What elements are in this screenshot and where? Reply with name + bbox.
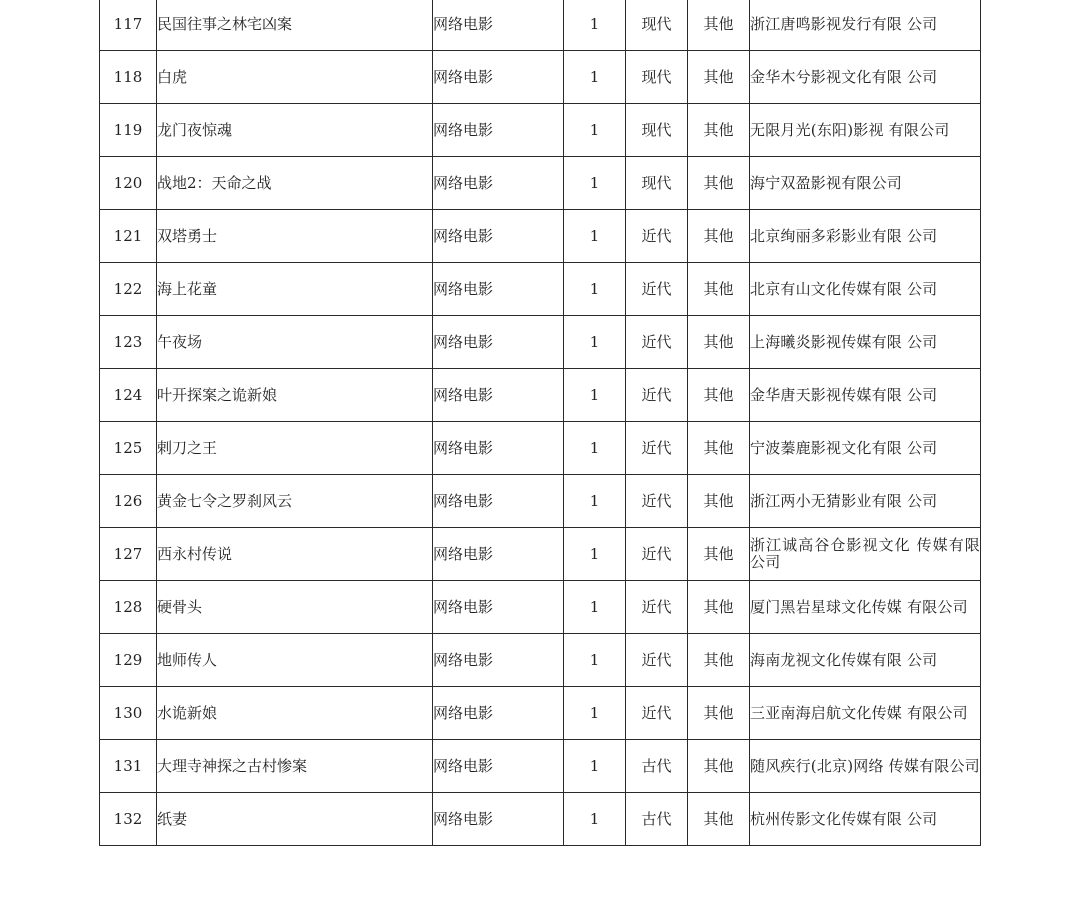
row-number-cell	[100, 581, 157, 634]
genre-text: 其他	[703, 703, 734, 722]
row-number-text: 121	[113, 226, 143, 245]
row-number-text: 117	[113, 14, 143, 33]
row-number-text: 123	[113, 332, 143, 351]
count-text: 1	[589, 332, 600, 351]
table-row	[100, 104, 981, 157]
era-text: 近代	[641, 703, 672, 722]
title-cell	[157, 740, 433, 793]
row-number-cell	[100, 316, 157, 369]
company-text: 厦门黑岩星球文化传媒 有限公司	[750, 597, 968, 616]
title-text: 民国往事之林宅凶案	[157, 14, 293, 33]
title-text: 硬骨头	[157, 597, 203, 616]
type-cell	[433, 634, 564, 687]
row-number-cell	[100, 634, 157, 687]
count-text: 1	[589, 385, 600, 404]
type-cell	[433, 687, 564, 740]
table-row	[100, 210, 981, 263]
title-cell	[157, 263, 433, 316]
title-cell	[157, 634, 433, 687]
era-cell	[626, 104, 688, 157]
count-text: 1	[589, 67, 600, 86]
company-cell	[750, 51, 981, 104]
type-cell	[433, 475, 564, 528]
type-text: 网络电影	[433, 67, 494, 86]
company-cell	[750, 104, 981, 157]
count-cell	[564, 475, 626, 528]
type-cell	[433, 793, 564, 846]
type-text: 网络电影	[433, 491, 494, 510]
company-cell	[750, 157, 981, 210]
era-cell	[626, 687, 688, 740]
type-text: 网络电影	[433, 438, 494, 457]
row-number-cell	[100, 104, 157, 157]
genre-cell	[688, 581, 750, 634]
company-cell	[750, 634, 981, 687]
genre-text: 其他	[703, 809, 734, 828]
era-text: 近代	[641, 491, 672, 510]
company-text: 浙江唐鸣影视发行有限 公司	[750, 14, 938, 33]
table-row	[100, 687, 981, 740]
company-text: 随风疾行(北京)网络 传媒有限公司	[750, 756, 980, 775]
company-cell	[750, 581, 981, 634]
count-text: 1	[589, 809, 600, 828]
company-text: 金华唐天影视传媒有限 公司	[750, 385, 938, 404]
type-cell	[433, 740, 564, 793]
table-row	[100, 157, 981, 210]
title-cell	[157, 0, 433, 51]
company-text: 三亚南海启航文化传媒 有限公司	[750, 703, 968, 722]
row-number-cell	[100, 740, 157, 793]
count-text: 1	[589, 226, 600, 245]
type-cell	[433, 528, 564, 581]
type-text: 网络电影	[433, 279, 494, 298]
table-row	[100, 51, 981, 104]
count-text: 1	[589, 14, 600, 33]
genre-text: 其他	[703, 756, 734, 775]
table-row	[100, 581, 981, 634]
company-text: 金华木兮影视文化有限 公司	[750, 67, 938, 86]
count-cell	[564, 793, 626, 846]
title-cell	[157, 369, 433, 422]
era-cell	[626, 422, 688, 475]
type-cell	[433, 369, 564, 422]
company-cell	[750, 210, 981, 263]
type-text: 网络电影	[433, 809, 494, 828]
company-text: 海南龙视文化传媒有限 公司	[750, 650, 938, 669]
genre-cell	[688, 104, 750, 157]
genre-text: 其他	[703, 597, 734, 616]
company-cell	[750, 740, 981, 793]
era-cell	[626, 316, 688, 369]
row-number-cell	[100, 0, 157, 51]
company-cell	[750, 369, 981, 422]
company-cell	[750, 793, 981, 846]
count-cell	[564, 104, 626, 157]
row-number-cell	[100, 528, 157, 581]
company-cell	[750, 475, 981, 528]
genre-cell	[688, 740, 750, 793]
row-number-text: 125	[113, 438, 143, 457]
era-cell	[626, 369, 688, 422]
era-text: 古代	[641, 809, 672, 828]
count-text: 1	[589, 279, 600, 298]
era-cell	[626, 581, 688, 634]
title-text: 西永村传说	[157, 544, 233, 563]
era-cell	[626, 157, 688, 210]
title-text: 战地2：天命之战	[157, 173, 272, 192]
count-text: 1	[589, 173, 600, 192]
title-cell	[157, 581, 433, 634]
row-number-cell	[100, 475, 157, 528]
genre-text: 其他	[703, 67, 734, 86]
count-text: 1	[589, 597, 600, 616]
row-number-cell	[100, 793, 157, 846]
era-cell	[626, 634, 688, 687]
genre-cell	[688, 157, 750, 210]
type-cell	[433, 316, 564, 369]
type-cell	[433, 0, 564, 51]
row-number-cell	[100, 263, 157, 316]
table-row	[100, 316, 981, 369]
count-cell	[564, 687, 626, 740]
table-row	[100, 528, 981, 581]
company-text: 北京有山文化传媒有限 公司	[750, 279, 938, 298]
count-cell	[564, 316, 626, 369]
era-text: 近代	[641, 226, 672, 245]
era-text: 近代	[641, 332, 672, 351]
table-row	[100, 793, 981, 846]
title-cell	[157, 475, 433, 528]
row-number-text: 128	[113, 597, 143, 616]
title-cell	[157, 793, 433, 846]
era-cell	[626, 0, 688, 51]
title-cell	[157, 157, 433, 210]
table-body	[100, 0, 981, 846]
count-cell	[564, 634, 626, 687]
film-registration-table	[99, 0, 981, 846]
era-text: 近代	[641, 438, 672, 457]
count-cell	[564, 0, 626, 51]
era-cell	[626, 210, 688, 263]
company-text: 北京绚丽多彩影业有限 公司	[750, 226, 938, 245]
genre-cell	[688, 475, 750, 528]
genre-cell	[688, 210, 750, 263]
type-text: 网络电影	[433, 173, 494, 192]
count-text: 1	[589, 120, 600, 139]
row-number-text: 120	[113, 173, 143, 192]
row-number-text: 131	[113, 756, 143, 775]
title-text: 纸妻	[157, 809, 188, 828]
title-cell	[157, 528, 433, 581]
title-cell	[157, 104, 433, 157]
count-text: 1	[589, 544, 600, 563]
type-text: 网络电影	[433, 756, 494, 775]
genre-text: 其他	[703, 279, 734, 298]
era-text: 近代	[641, 279, 672, 298]
genre-cell	[688, 369, 750, 422]
genre-text: 其他	[703, 332, 734, 351]
row-number-text: 122	[113, 279, 143, 298]
era-cell	[626, 740, 688, 793]
type-text: 网络电影	[433, 385, 494, 404]
type-text: 网络电影	[433, 650, 494, 669]
genre-text: 其他	[703, 385, 734, 404]
title-text: 午夜场	[157, 332, 203, 351]
era-text: 现代	[641, 120, 672, 139]
type-text: 网络电影	[433, 120, 494, 139]
row-number-text: 129	[113, 650, 143, 669]
era-cell	[626, 793, 688, 846]
genre-cell	[688, 422, 750, 475]
row-number-text: 118	[113, 67, 143, 86]
title-text: 白虎	[157, 67, 188, 86]
title-cell	[157, 422, 433, 475]
genre-cell	[688, 0, 750, 51]
genre-text: 其他	[703, 120, 734, 139]
era-text: 近代	[641, 650, 672, 669]
title-cell	[157, 51, 433, 104]
type-text: 网络电影	[433, 703, 494, 722]
type-text: 网络电影	[433, 332, 494, 351]
row-number-cell	[100, 687, 157, 740]
genre-text: 其他	[703, 226, 734, 245]
company-text: 宁波蓁鹿影视文化有限 公司	[750, 438, 938, 457]
row-number-cell	[100, 422, 157, 475]
table-row	[100, 422, 981, 475]
genre-text: 其他	[703, 14, 734, 33]
genre-cell	[688, 793, 750, 846]
era-text: 现代	[641, 14, 672, 33]
title-text: 叶开探案之诡新娘	[157, 385, 278, 404]
title-text: 地师传人	[157, 650, 218, 669]
genre-text: 其他	[703, 544, 734, 563]
era-cell	[626, 528, 688, 581]
era-text: 现代	[641, 173, 672, 192]
count-cell	[564, 51, 626, 104]
era-text: 近代	[641, 597, 672, 616]
company-cell	[750, 687, 981, 740]
title-text: 海上花童	[157, 279, 218, 298]
title-text: 剌刀之王	[157, 438, 218, 457]
count-text: 1	[589, 491, 600, 510]
era-text: 近代	[641, 385, 672, 404]
row-number-text: 119	[113, 120, 143, 139]
count-text: 1	[589, 438, 600, 457]
count-cell	[564, 263, 626, 316]
genre-cell	[688, 687, 750, 740]
era-text: 近代	[641, 544, 672, 563]
genre-cell	[688, 634, 750, 687]
era-cell	[626, 263, 688, 316]
row-number-text: 124	[113, 385, 143, 404]
type-text: 网络电影	[433, 14, 494, 33]
genre-text: 其他	[703, 438, 734, 457]
table-row	[100, 740, 981, 793]
type-cell	[433, 157, 564, 210]
era-cell	[626, 51, 688, 104]
table-row	[100, 475, 981, 528]
table-row	[100, 263, 981, 316]
era-text: 现代	[641, 67, 672, 86]
company-text: 浙江两小无猜影业有限 公司	[750, 491, 938, 510]
count-cell	[564, 581, 626, 634]
era-text: 古代	[641, 756, 672, 775]
count-cell	[564, 369, 626, 422]
company-text: 无限月光(东阳)影视 有限公司	[750, 120, 950, 139]
row-number-text: 126	[113, 491, 143, 510]
count-cell	[564, 210, 626, 263]
type-cell	[433, 263, 564, 316]
row-number-text: 132	[113, 809, 143, 828]
type-cell	[433, 104, 564, 157]
company-text: 杭州传影文化传媒有限 公司	[750, 809, 938, 828]
company-text: 海宁双盈影视有限公司	[750, 173, 903, 192]
company-cell	[750, 528, 981, 581]
type-text: 网络电影	[433, 226, 494, 245]
genre-cell	[688, 263, 750, 316]
count-text: 1	[589, 703, 600, 722]
company-text: 浙江诚高谷仓影视文化 传媒有限公司	[750, 536, 980, 571]
company-cell	[750, 316, 981, 369]
genre-text: 其他	[703, 173, 734, 192]
row-number-text: 127	[113, 544, 143, 563]
count-text: 1	[589, 756, 600, 775]
table-row	[100, 634, 981, 687]
title-cell	[157, 316, 433, 369]
title-cell	[157, 687, 433, 740]
count-cell	[564, 528, 626, 581]
era-cell	[626, 475, 688, 528]
row-number-text: 130	[113, 703, 143, 722]
genre-cell	[688, 316, 750, 369]
company-cell	[750, 422, 981, 475]
table-row	[100, 369, 981, 422]
type-text: 网络电影	[433, 597, 494, 616]
type-text: 网络电影	[433, 544, 494, 563]
count-text: 1	[589, 650, 600, 669]
company-cell	[750, 263, 981, 316]
company-cell	[750, 0, 981, 51]
title-text: 大理寺神探之古村惨案	[157, 756, 308, 775]
title-text: 龙门夜惊魂	[157, 120, 233, 139]
type-cell	[433, 422, 564, 475]
row-number-cell	[100, 157, 157, 210]
count-cell	[564, 740, 626, 793]
table-row	[100, 0, 981, 51]
row-number-cell	[100, 369, 157, 422]
genre-text: 其他	[703, 491, 734, 510]
count-cell	[564, 157, 626, 210]
genre-cell	[688, 528, 750, 581]
type-cell	[433, 581, 564, 634]
type-cell	[433, 51, 564, 104]
title-text: 双塔勇士	[157, 226, 218, 245]
row-number-cell	[100, 51, 157, 104]
title-text: 水诡新娘	[157, 703, 218, 722]
genre-cell	[688, 51, 750, 104]
type-cell	[433, 210, 564, 263]
row-number-cell	[100, 210, 157, 263]
title-cell	[157, 210, 433, 263]
genre-text: 其他	[703, 650, 734, 669]
company-text: 上海曦炎影视传媒有限 公司	[750, 332, 938, 351]
title-text: 黄金七令之罗刹风云	[157, 491, 293, 510]
count-cell	[564, 422, 626, 475]
